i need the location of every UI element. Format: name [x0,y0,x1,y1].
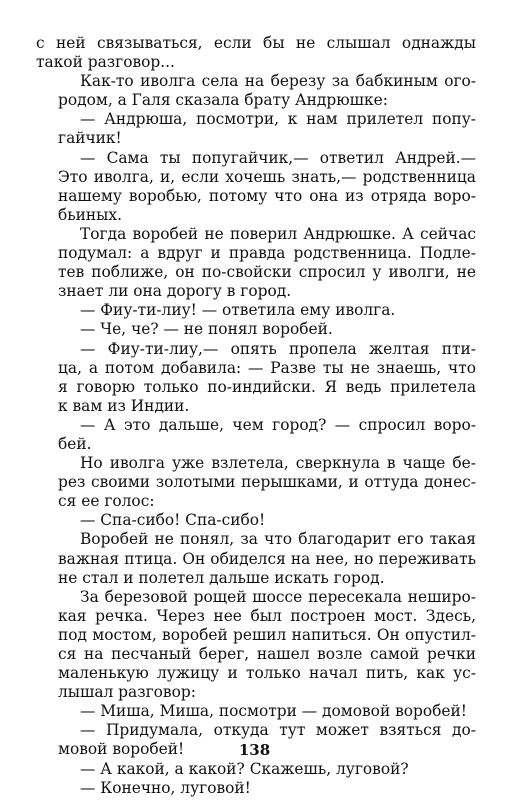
text-line: рез своими золотыми перышками, и оттуда донес- [58,473,476,492]
paragraph [36,149,476,225]
book-page [36,34,476,798]
paragraph [36,760,476,779]
paragraph [36,588,476,703]
text-line: — Че, че? — не понял воробей. [80,320,333,339]
text-line: гайчик! [58,129,122,148]
paragraph [36,340,476,416]
text-line: — Сама ты попугайчик,— ответил Андрей.— [80,148,476,167]
text-line: Как-то иволга села на березу за бабкиным ого- [80,72,476,91]
text-line: бьиных. [58,205,122,224]
text-line: За березовой рощей шоссе пересекала неширо- [80,587,476,606]
text-line: — Придумала, откуда тут может взяться до- [80,721,476,740]
text-line: с ней связываться, если бы не слышал однажды [36,34,476,52]
paragraph [36,511,476,530]
text-line: лышал разговор: [58,683,196,702]
text-line: — Фиу-ти-лиу,— опять пропела желтая пти- [80,339,476,358]
text-line: не стал и полетел дальше искать город. [58,568,385,587]
text-line: мовой воробей! [58,740,185,759]
text-line: такой разговор... [36,53,175,72]
paragraph [36,225,476,301]
paragraph [36,702,476,721]
paragraph [36,72,476,110]
text-line: кая речка. Через нее был построен мост. Здесь, [58,606,476,625]
text-line: я говорю только по-индийски. Я ведь прилетела [58,377,476,396]
paragraph [36,320,476,339]
text-line: — Андрюша, посмотри, к нам прилетел попу- [80,110,476,129]
paragraph [36,110,476,148]
text-line: — Конечно, луговой! [80,778,251,797]
text-line: родом, а Галя сказала брату Андрюшке: [58,91,388,110]
text-line: знает ли она дорогу в город. [58,282,292,301]
text-line: — Фиу-ти-лиу! — ответила ему иволга. [80,301,396,320]
text-line: Тогда воробей не поверил Андрюшке. А сейчас [80,224,476,243]
text-line: под мостом, воробей решил напиться. Он опустил- [58,625,476,644]
paragraph [36,301,476,320]
text-line: бей. [58,434,92,453]
text-line: Воробей не понял, за что благодарит его такая [80,530,476,549]
text-line: — А какой, а какой? Скажешь, луговой? [80,759,409,778]
text-line: важная птица. Он обиделся на нее, но переживать [58,549,476,568]
text-line: — А это дальше, чем город? — спросил воро- [80,415,476,434]
text-line: подумал: а вдруг и правда родственница. Подле- [58,244,476,263]
text-line: нашему воробью, потому что она из отряда воро- [58,186,476,205]
paragraph [36,454,476,511]
paragraph [36,779,476,798]
paragraph [36,530,476,587]
text-line: к вам из Индии. [58,396,190,415]
text-line: ся на песчаный берег, нашел возле самой речки [58,645,476,663]
text-line: Но иволга уже взлетела, сверкнула в чаще бе- [80,454,476,473]
body-text [36,34,476,798]
text-line: Это иволга, и, если хочешь знать,— родственница [58,167,476,186]
paragraph [36,34,476,72]
paragraph [36,416,476,454]
page-number: 138 [238,741,271,759]
text-line: маленькую лужицу и только начал пить, как ус- [58,664,476,683]
text-line: — Спа-сибо! Спа-сибо! [80,511,266,530]
text-line: — Миша, Миша, посмотри — домовой воробей! [80,702,467,721]
text-line: тев поближе, он по-свойски спросил у иволги, не [58,263,476,282]
text-line: ца, а потом добавила: — Разве ты не знаешь, что [58,358,476,377]
text-line: ся ее голос: [58,492,155,511]
